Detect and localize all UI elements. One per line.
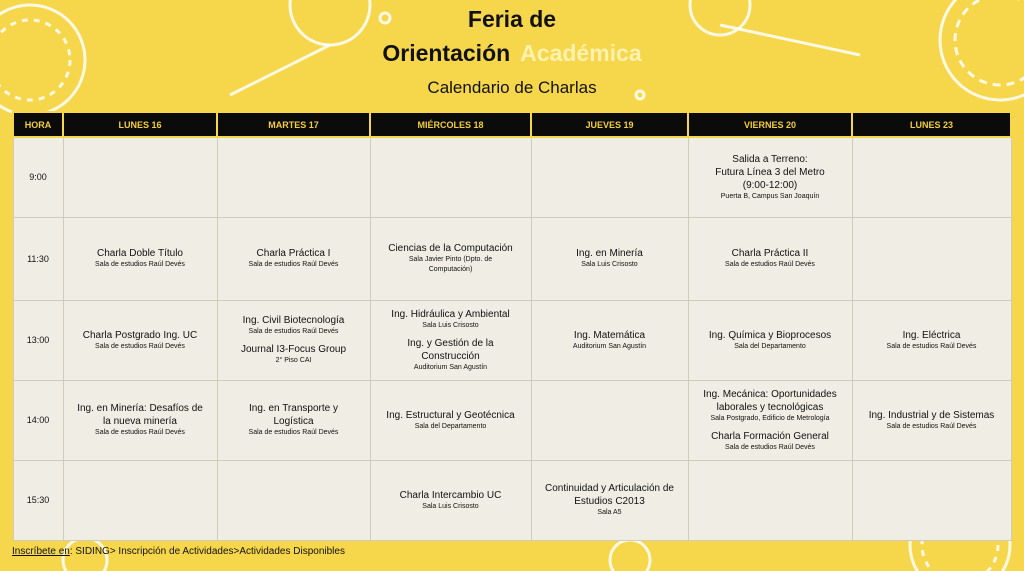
time-cell: 14:00 xyxy=(13,380,63,460)
event-location: Sala Postgrado, Edificio de Metrología xyxy=(710,414,830,422)
event-title: Ing. Industrial y de Sistemas xyxy=(868,409,995,421)
event-title: Charla Postgrado Ing. UC xyxy=(82,329,198,341)
event-location: Sala de estudios Raúl Devés xyxy=(725,443,815,451)
schedule-cell xyxy=(63,217,217,300)
schedule-cell xyxy=(217,380,370,460)
schedule-cell xyxy=(852,137,1011,217)
schedule-cell xyxy=(217,300,370,380)
event-title: Journal I3-Focus Group xyxy=(240,344,347,355)
event-location: Computación) xyxy=(428,266,473,273)
event-title: Charla Formación General xyxy=(711,430,829,442)
event-location: Sala Luis Crisosto xyxy=(581,261,638,268)
time-cell: 11:30 xyxy=(13,217,63,300)
schedule-cell xyxy=(688,380,852,460)
event-title: Salida a Terreno: xyxy=(732,153,808,165)
event-title: Construcción xyxy=(421,350,480,362)
event-title: Ing. en Minería: Desafíos de xyxy=(77,403,203,414)
event-title: la nueva minería xyxy=(103,416,177,427)
schedule-cell xyxy=(370,300,531,380)
time-cell: 13:00 xyxy=(13,300,63,380)
schedule-cell xyxy=(63,137,217,217)
schedule-cell xyxy=(63,460,217,540)
footer-lead: Inscríbete en xyxy=(12,546,70,557)
event-location: Sala de estudios Raúl Devés xyxy=(248,261,339,268)
event-title: Estudios C2013 xyxy=(574,496,645,507)
column-header-jueves-19: JUEVES 19 xyxy=(531,112,688,137)
event-location: Sala Luis Crisosto xyxy=(422,502,479,510)
footer-signup xyxy=(12,546,345,557)
schedule-table xyxy=(12,111,1012,541)
schedule-cell xyxy=(688,217,852,300)
event-title: Charla Práctica I xyxy=(256,248,331,259)
table-row xyxy=(13,137,1011,217)
event-title: Futura Línea 3 del Metro xyxy=(715,166,825,178)
time-cell: 15:30 xyxy=(13,460,63,540)
column-header-lunes-16: LUNES 16 xyxy=(63,112,217,137)
schedule-cell xyxy=(531,300,688,380)
schedule-cell xyxy=(370,137,531,217)
event-location: Auditorium San Agustín xyxy=(413,363,488,371)
event-location: Sala de estudios Raúl Devés xyxy=(95,342,185,350)
column-header-miercoles-18: MIÉRCOLES 18 xyxy=(370,112,531,137)
table-row xyxy=(13,380,1011,460)
event-location: Sala Luis Crisosto xyxy=(422,321,479,329)
schedule-cell xyxy=(531,460,688,540)
page-subtitle: Calendario de Charlas xyxy=(427,78,597,97)
table-row xyxy=(13,217,1011,300)
event-title: Ing. en Transporte y xyxy=(249,403,338,414)
footer-path: : SIDING> Inscripción de Actividades>Actividades Disponibles xyxy=(69,546,345,557)
event-title: Ing. Eléctrica xyxy=(902,329,961,341)
event-location: Puerta B, Campus San Joaquín xyxy=(720,192,820,200)
event-title: Ing. Química y Bioprocesos xyxy=(708,329,832,341)
event-location: 2° Piso CAI xyxy=(275,357,312,364)
schedule-cell xyxy=(852,460,1011,540)
column-header-hora: HORA xyxy=(13,112,63,137)
page-title-line2 xyxy=(0,40,1024,67)
event-location: Auditorium San Agustín xyxy=(572,342,647,350)
event-title: (9:00-12:00) xyxy=(742,179,798,191)
event-location: Sala de estudios Raúl Devés xyxy=(725,261,815,268)
schedule-cell xyxy=(531,137,688,217)
schedule-cell xyxy=(63,380,217,460)
event-title: Ing. Hidráulica y Ambiental xyxy=(391,308,510,320)
schedule-cell xyxy=(370,217,531,300)
table-header-row xyxy=(13,112,1011,137)
event-title: Charla Práctica II xyxy=(731,248,809,259)
event-title: Ing. y Gestión de la xyxy=(407,337,494,349)
event-location: Sala del Departamento xyxy=(734,342,806,350)
schedule-cell xyxy=(217,137,370,217)
schedule-cell xyxy=(688,137,852,217)
event-title: Ing. Mecánica: Oportunidades xyxy=(703,388,837,400)
schedule-cell xyxy=(852,217,1011,300)
event-title: Ing. Matemática xyxy=(573,329,646,341)
schedule-cell xyxy=(217,460,370,540)
schedule-cell xyxy=(531,217,688,300)
page-title-accent: Académica xyxy=(520,40,642,66)
event-location: Sala del Departamento xyxy=(414,422,487,430)
event-title: Charla Doble Título xyxy=(97,248,183,259)
column-header-lunes-23: LUNES 23 xyxy=(852,112,1011,137)
table-row xyxy=(13,300,1011,380)
event-location: Sala de estudios Raúl Devés xyxy=(248,429,339,436)
page-title-main: Orientación xyxy=(382,40,511,66)
page-title-line1: Feria de xyxy=(467,6,557,32)
event-location: Sala Javier Pinto (Dpto. de xyxy=(408,256,493,263)
schedule-cell xyxy=(217,217,370,300)
schedule-cell xyxy=(688,460,852,540)
event-location: Sala de estudios Raúl Devés xyxy=(886,422,977,430)
event-location: Sala A5 xyxy=(597,509,622,516)
schedule-cell xyxy=(370,380,531,460)
schedule-cell xyxy=(370,460,531,540)
event-title: Continuidad y Articulación de xyxy=(545,483,674,494)
event-title: Ing. Estructural y Geotécnica xyxy=(386,409,515,421)
schedule-body xyxy=(13,137,1011,540)
schedule-cell xyxy=(688,300,852,380)
column-header-martes-17: MARTES 17 xyxy=(217,112,370,137)
schedule-cell xyxy=(852,300,1011,380)
schedule-cell xyxy=(852,380,1011,460)
table-row xyxy=(13,460,1011,540)
schedule-cell xyxy=(531,380,688,460)
event-location: Sala de estudios Raúl Devés xyxy=(886,342,977,350)
event-title: Charla Intercambio UC xyxy=(399,489,502,501)
event-title: Ing. Civil Biotecnología xyxy=(242,315,345,326)
event-title: Logística xyxy=(273,416,314,427)
event-location: Sala de estudios Raúl Devés xyxy=(95,429,185,436)
event-title: Ing. en Minería xyxy=(576,248,643,259)
schedule-cell xyxy=(63,300,217,380)
event-title: laborales y tecnológicas xyxy=(716,401,824,413)
column-header-viernes-20: VIERNES 20 xyxy=(688,112,852,137)
event-title: Ciencias de la Computación xyxy=(388,243,513,254)
event-location: Sala de estudios Raúl Devés xyxy=(248,328,339,335)
event-location: Sala de estudios Raúl Devés xyxy=(95,261,185,268)
time-cell: 9:00 xyxy=(13,137,63,217)
